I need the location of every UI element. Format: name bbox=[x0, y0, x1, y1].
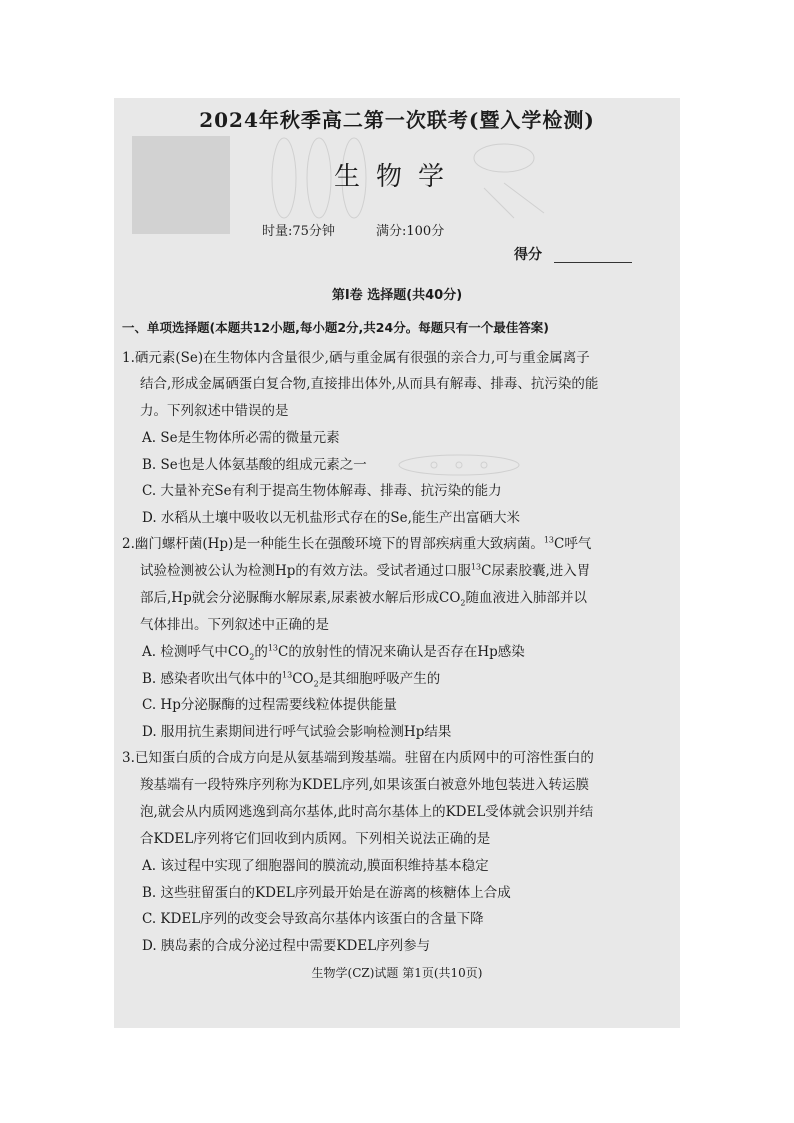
section-heading: 一、单项选择题(本题共12小题,每小题2分,共24分。每题只有一个最佳答案) bbox=[122, 320, 549, 335]
q2-option-b: B. 感染者吹出气体中的$^{13}CO_2$是其细胞呼吸产生的 bbox=[142, 670, 441, 689]
q2-stem-line: 2.幽门螺杆菌(Hp)是一种能生长在强酸环境下的胃部疾病重大致病菌。$^{13}$C呼气 bbox=[122, 535, 592, 552]
exam-full-marks: 满分:100分 bbox=[376, 224, 445, 239]
q3-option-b: B. 这些驻留蛋白的KDEL序列最开始是在游离的核糖体上合成 bbox=[142, 885, 511, 901]
q2-option-a: A. 检测呼气中$CO_2$的$^{13}$C的放射性的情况来确认是否存在Hp感染 bbox=[142, 643, 525, 662]
exam-sheet bbox=[114, 98, 680, 1028]
q3-option-a: A. 该过程中实现了细胞器间的膜流动,膜面积维持基本稳定 bbox=[142, 858, 489, 874]
q3-stem-line: 合KDEL序列将它们回收到内质网。下列相关说法正确的是 bbox=[140, 831, 491, 847]
q1-option-a: A. Se是生物体所必需的微量元素 bbox=[142, 430, 340, 446]
q1-option-c: C. 大量补充Se有利于提高生物体解毒、排毒、抗污染的能力 bbox=[142, 483, 502, 499]
q1-option-b: B. Se也是人体氨基酸的组成元素之一 bbox=[142, 457, 367, 473]
q2-stem-line: 部后,Hp就会分泌脲酶水解尿素,尿素被水解后形成$CO_2$随血液进入肺部并以 bbox=[140, 590, 587, 608]
subject-title: 生物学 bbox=[333, 162, 460, 192]
q2-stem-line: 试验检测被公认为检测Hp的有效方法。受试者通过口服$^{13}$C尿素胶囊,进入胃 bbox=[140, 562, 591, 579]
page-footer: 生物学(CZ)试题 第1页(共10页) bbox=[311, 966, 483, 980]
q1-stem-line: 1.硒元素(Se)在生物体内含量很少,硒与重金属有很强的亲合力,可与重金属离子 bbox=[122, 350, 590, 366]
q2-option-c: C. Hp分泌脲酶的过程需要线粒体提供能量 bbox=[142, 697, 397, 713]
q3-stem-line: 3.已知蛋白质的合成方向是从氨基端到羧基端。驻留在内质网中的可溶性蛋白的 bbox=[122, 750, 594, 766]
part-heading: 第Ⅰ卷 选择题(共40分) bbox=[331, 288, 463, 303]
bleed-through-cell bbox=[394, 450, 524, 480]
score-label: 得分 bbox=[514, 247, 542, 263]
q2-option-d: D. 服用抗生素期间进行呼气试验会影响检测Hp结果 bbox=[142, 724, 452, 740]
q2-stem-line: 气体排出。下列叙述中正确的是 bbox=[140, 617, 329, 633]
score-blank bbox=[554, 262, 632, 263]
exam-title: 2024年秋季高二第一次联考(暨入学检测) bbox=[199, 108, 595, 132]
q1-stem-line: 结合,形成金属硒蛋白复合物,直接排出体外,从而具有解毒、排毒、抗污染的能 bbox=[140, 376, 599, 392]
q1-option-d: D. 水稻从土壤中吸收以无机盐形式存在的Se,能生产出富硒大米 bbox=[142, 510, 520, 526]
exam-time: 时量:75分钟 bbox=[262, 224, 335, 239]
q3-stem-line: 羧基端有一段特殊序列称为KDEL序列,如果该蛋白被意外地包装进入转运膜 bbox=[140, 777, 590, 793]
q3-option-d: D. 胰岛素的合成分泌过程中需要KDEL序列参与 bbox=[142, 938, 431, 954]
q3-stem-line: 泡,就会从内质网逃逸到高尔基体,此时高尔基体上的KDEL受体就会识别并结 bbox=[140, 804, 594, 820]
q1-stem-line: 力。下列叙述中错误的是 bbox=[140, 403, 289, 419]
q3-option-c: C. KDEL序列的改变会导致高尔基体内该蛋白的含量下降 bbox=[142, 911, 484, 927]
